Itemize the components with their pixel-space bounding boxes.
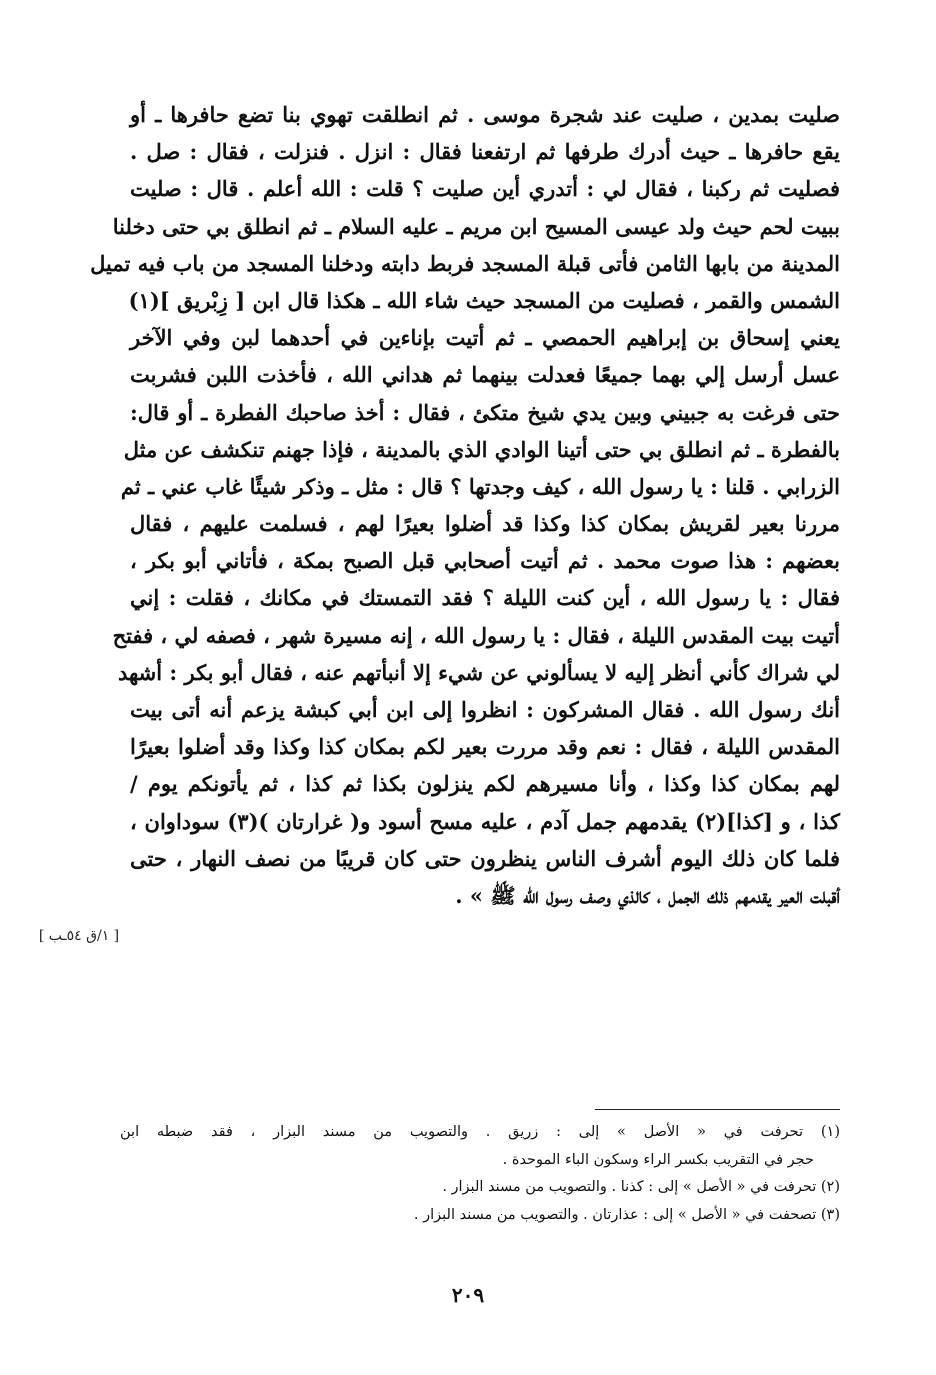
- body-line: بعضهم : هذا صوت محمد . ثم أتيت أصحابي قبل الصبح بمكة ، فأتاني أبو بكر ،: [130, 548, 840, 574]
- page-number: ٢٠٩: [451, 1283, 485, 1307]
- body-line: فقال : يا رسول الله ، أين كنت الليلة ؟ فقد التمستك في مكانك ، فقلت : إني: [130, 585, 840, 611]
- body-line: الشمس والقمر ، فصليت من المسجد حيث شاء الله ـ هكذا قال ابن [ زِبْريق ](١): [128, 287, 840, 313]
- body-line: أنك رسول الله . فقال المشركون : انظروا إلى ابن أبي كبشة يزعم أنه أتى بيت: [130, 697, 840, 722]
- body-line: أتيت بيت المقدس الليلة ، فقال : يا رسول الله ، إنه مسيرة شهر ، فصفه لي ، ففتح: [112, 622, 840, 648]
- body-line: المدينة من بابها الثامن فأتى قبلة المسجد فربط دابته ودخلنا المسجد من باب فيه تميل: [90, 250, 840, 276]
- footnote-3: (٣) تصحفت في « الأصل » إلى : عذارتان . والتصويب من مسند البزار .: [413, 1206, 840, 1223]
- body-line: لي شراك كأني أنظر إليه لا يسألوني عن شيء إلا أنبأتهم عنه ، فقال أبو بكر : أشهد: [117, 659, 840, 685]
- body-line: يقع حافرها ـ حيث أدرك طرفها ثم ارتفعنا فقال : انزل . فنزلت ، فقال : صل .: [130, 139, 840, 165]
- footnote-separator: [595, 1109, 840, 1110]
- body-line: فصليت ثم ركبنا ، فقال لي : أتدري أين صليت ؟ قلت : الله أعلم . قال : صليت: [130, 176, 840, 202]
- footnote-2: (٢) تحرفت في « الأصل » إلى : كذنا . والتصويب من مسند البزار .: [442, 1179, 840, 1195]
- margin-manuscript-reference: [ ١/ق ٥٤ـب ]: [38, 928, 120, 944]
- body-line: صليت بمدين ، صليت عند شجرة موسى . ثم انطلقت تهوي بنا تضع حافرها ـ أو: [130, 102, 840, 127]
- footnote-1-continuation: حجر في التقريب بكسر الراء وسكون الباء الموحدة .: [502, 1151, 814, 1168]
- main-text-block: [90, 96, 841, 914]
- body-line: كذا ، و [كذا](٢) يقدمهم جمل آدم ، عليه مسح أسود و( غرارتان )(٣) سوداوان ،: [130, 808, 840, 834]
- body-line: بالفطرة ـ ثم انطلق بي حتى أتينا الوادي الذي بالمدينة ، فإذا جهنم تنكشف عن مثل: [123, 436, 840, 462]
- body-line: الزرابي . قلنا : يا رسول الله ، كيف وجدتها ؟ قال : مثل ـ وذكر شيئًا غاب عني ـ ثم: [120, 473, 840, 499]
- footnotes: [120, 1119, 840, 1229]
- body-line: أقبلت العير يقدمهم ذلك الجمل ، كالذي وصف رسول الله ﷺ » .: [455, 882, 840, 908]
- body-line: حتى فرغت به جبيني وبين يدي شيخ متكئ ، فقال : أخذ صاحبك الفطرة ـ أو قال:: [130, 399, 840, 425]
- body-line: ببيت لحم حيث ولد عيسى المسيح ابن مريم ـ عليه السلام ـ ثم انطلق بي حتى دخلنا: [112, 213, 840, 239]
- body-line: مررنا بعير لقريش بمكان كذا وكذا قد أضلوا بعيرًا لهم ، فسلمت عليهم ، فقال: [130, 511, 840, 537]
- footnote-1: (١) تحرفت في « الأصل » إلى : زريق . والتصويب من مسند البزار ، فقد ضبطه ابن: [120, 1124, 840, 1140]
- body-line: المقدس الليلة ، فقال : نعم وقد مررت بعير لكم بمكان كذا وكذا وقد أضلوا بعيرًا: [130, 734, 840, 760]
- body-line: يعني إسحاق بن إبراهيم الحمصي ـ ثم أتيت بإناءين في أحدهما لبن وفي الآخر: [130, 325, 841, 351]
- body-line: عسل أرسل إلي بهما جميعًا فعدلت بينهما ثم هداني الله ، فأخذت اللبن فشربت: [130, 362, 840, 388]
- body-line: لهم بمكان كذا وكذا ، وأنا مسيرهم لكم ينزلون بكذا ثم كذا ، ثم يأتونكم يوم /: [130, 771, 840, 797]
- body-line: فلما كان ذلك اليوم أشرف الناس ينظرون حتى كان قريبًا من نصف النهار ، حتى: [130, 845, 840, 871]
